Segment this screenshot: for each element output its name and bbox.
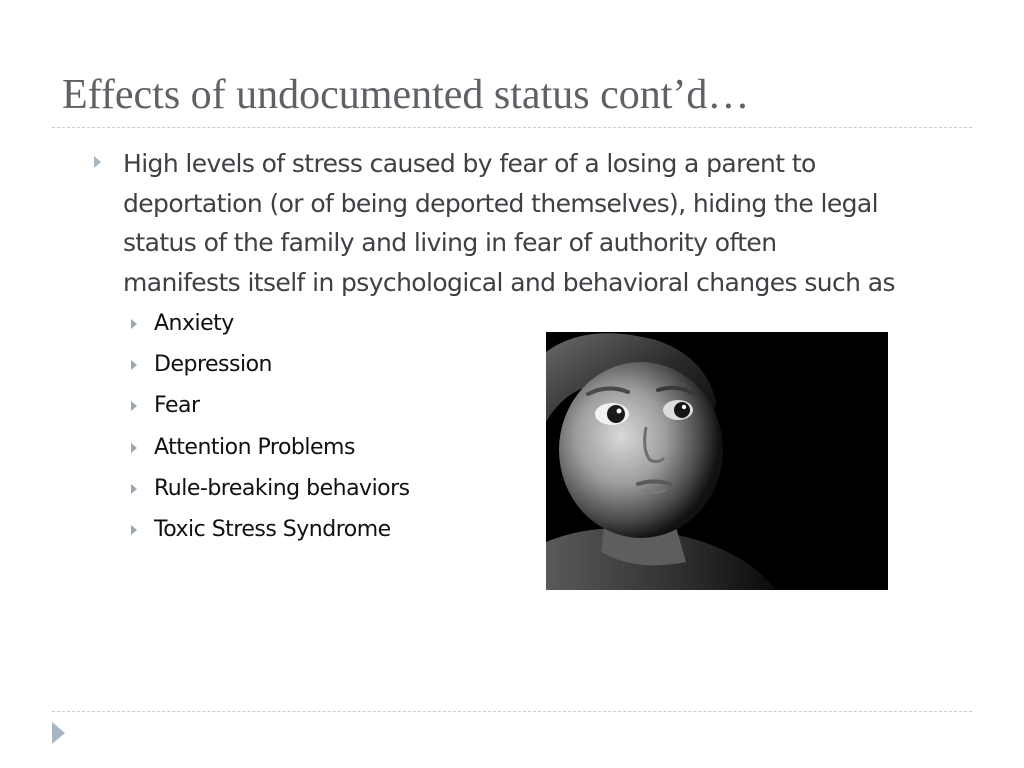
main-bullet-line: manifests itself in psychological and behavioral changes such as	[123, 267, 895, 297]
sub-bullet-label: Anxiety	[154, 311, 234, 336]
main-bullet-line: deportation (or of being deported themselves), hiding the legal	[123, 188, 878, 218]
sub-bullet-label: Toxic Stress Syndrome	[154, 516, 391, 542]
sub-bullet-item	[128, 512, 410, 553]
child-portrait-photo	[546, 332, 888, 590]
sub-bullet-item	[128, 430, 410, 471]
sub-bullet-arrow-icon	[131, 319, 137, 329]
sub-bullet-label: Depression	[154, 352, 272, 378]
play-arrow-icon	[52, 722, 65, 744]
main-bullet-text	[123, 144, 983, 302]
sub-bullet-arrow-icon	[131, 525, 137, 535]
sub-bullet-item	[128, 471, 410, 512]
title-divider	[52, 127, 972, 128]
sub-bullet-label: Fear	[154, 393, 200, 419]
bullet-arrow-icon	[94, 156, 101, 168]
main-bullet-line: High levels of stress caused by fear of a losing a parent to	[123, 149, 816, 178]
sub-bullet-arrow-icon	[131, 484, 137, 494]
footer-divider	[52, 711, 972, 712]
sub-bullet-arrow-icon	[131, 360, 137, 370]
sub-bullet-item	[128, 388, 410, 429]
sub-bullet-list	[128, 306, 410, 553]
sub-bullet-label: Rule-breaking behaviors	[154, 475, 410, 501]
slide-title: Effects of undocumented status cont’d…	[62, 72, 750, 118]
sub-bullet-arrow-icon	[131, 401, 137, 411]
main-bullet-line: status of the family and living in fear of authority often	[123, 228, 777, 257]
sub-bullet-item	[128, 306, 410, 347]
sub-bullet-item	[128, 347, 410, 388]
sub-bullet-label: Attention Problems	[154, 434, 355, 460]
sub-bullet-arrow-icon	[131, 443, 137, 453]
